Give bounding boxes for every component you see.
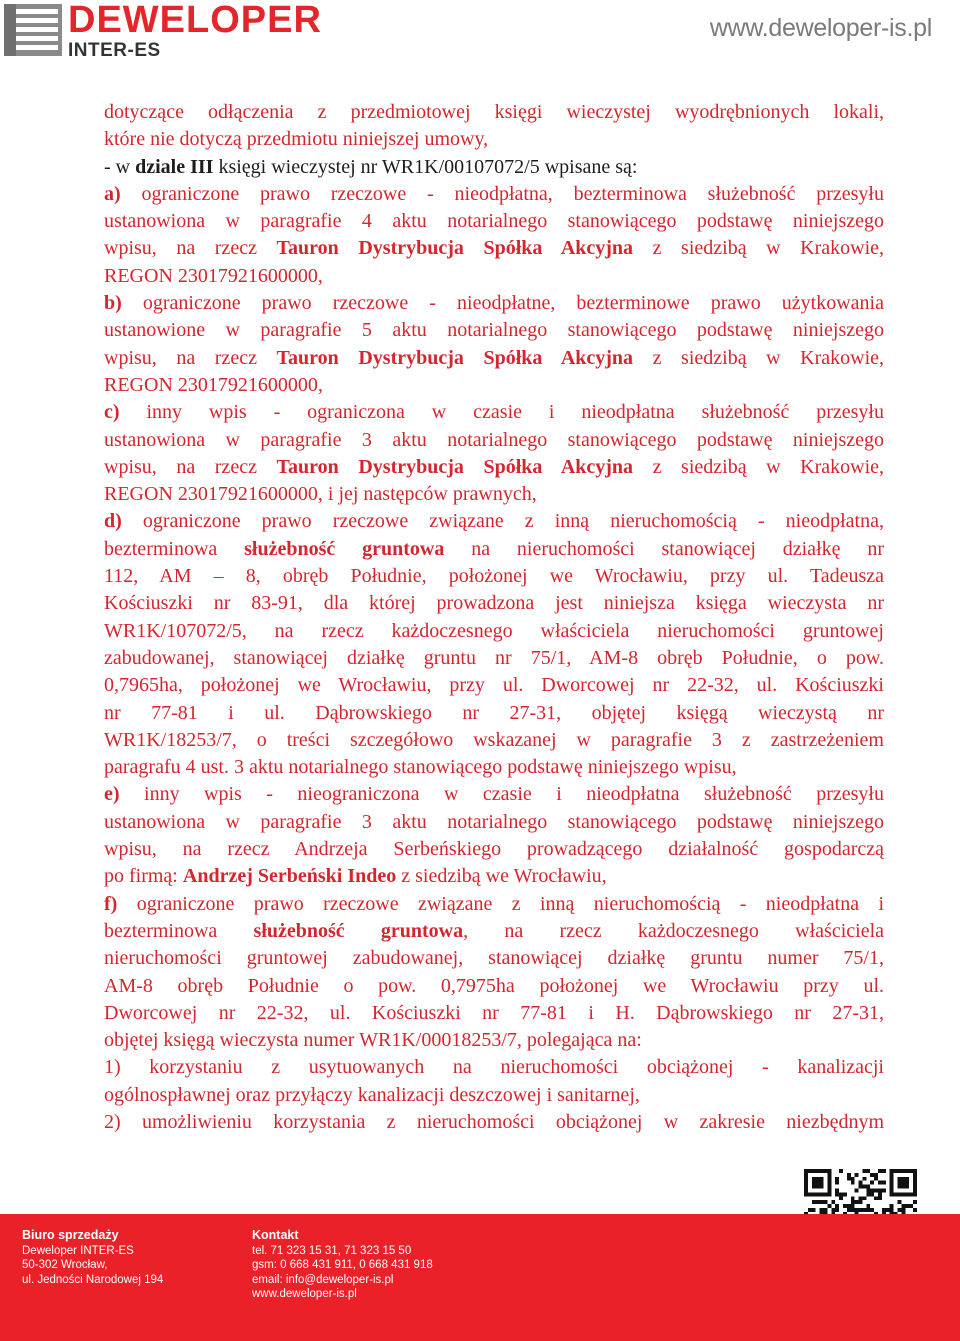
page-footer [0,1214,960,1341]
logo-subtitle: INTER-ES [68,40,161,61]
text-line [104,154,884,181]
text-segment: nieruchomości gruntowej zabudowanej, stanowiącej działkę gruntu numer 75/1, [104,947,884,970]
text-segment: wpisu, na rzecz [104,346,277,369]
bold-text: dziale III [135,155,214,178]
text-segment: inny wpis - ograniczona w czasie i nieodpłatna służebność przesyłu [119,401,884,424]
text-segment: księgi wieczystej nr WR1K/00107072/5 wpisane są: [213,155,638,178]
bold-text: Tauron Dystrybucja Spółka Akcyjna [276,346,634,369]
text-segment: które nie dotyczą przedmiotu niniejszej umowy, [104,128,489,151]
text-segment: wpisu, na rzecz [104,455,277,478]
text-segment: z siedzibą w Krakowie, [633,346,884,369]
contact-website[interactable]: www.deweloper-is.pl [252,1288,357,1300]
text-line [104,126,884,153]
text-line [104,891,884,918]
text-segment: Kościuszki nr 83-91, dla której prowadzona jest niniejsza księga wieczysta nr [104,592,884,615]
text-segment: - w [104,155,136,178]
sales-office-line: ul. Jedności Narodowej 194 [22,1273,164,1286]
text-line [104,945,884,972]
text-segment: na nieruchomości stanowiącej działkę nr [444,537,885,560]
sales-office-block [22,1228,163,1287]
text-line [104,427,884,454]
text-segment: REGON 23017921600000, [104,264,323,287]
text-line [104,99,884,126]
bold-text: d) [104,510,122,533]
company-logo [4,0,322,61]
contact-phone[interactable]: tel. 71 323 15 31, 71 323 15 50 [252,1244,412,1257]
text-line [104,481,884,508]
text-line [104,290,884,317]
text-line [104,235,884,262]
text-line [104,809,884,836]
text-line [104,563,884,590]
text-line [104,727,884,754]
text-segment: z siedzibą w Krakowie, [633,455,884,478]
text-line [104,1082,884,1109]
text-line [104,618,884,645]
contact-email[interactable]: email: info@deweloper-is.pl [252,1273,394,1286]
text-line [104,263,884,290]
text-segment: zabudowanej, stanowiącej działkę gruntu nr 75/1, AM-8 obręb Południe, o pow. [104,646,884,669]
text-segment: REGON 23017921600000, [104,373,323,396]
logo-wordmark: DEWELOPER [68,0,322,41]
text-segment: 112, AM – 8, obręb Południe, położonej we Wrocławiu, przy ul. Tadeusza [104,565,884,588]
bold-text: Andrzej Serbeński Indeo [182,865,397,888]
text-line [104,672,884,699]
bold-text: c) [104,401,120,424]
text-segment: objętej księgą wieczysta numer WR1K/00018253/7, polegająca na: [104,1029,642,1052]
text-line [104,973,884,1000]
text-segment: ograniczone prawo rzeczowe związane z inną nieruchomością - nieodpłatna i [117,892,884,915]
text-line [104,781,884,808]
text-segment: nr 77-81 i ul. Dąbrowskiego nr 27-31, objętej księgą wieczystą nr [104,701,884,724]
text-line [104,1027,884,1054]
text-segment: WR1K/107072/5, na rzecz każdoczesnego właściciela nieruchomości gruntowej [104,619,884,642]
bold-text: a) [104,182,121,205]
contact-gsm[interactable]: gsm: 0 668 431 911, 0 668 431 918 [252,1259,433,1271]
text-line [104,399,884,426]
text-segment: ustanowiona w paragrafie 3 aktu notarialnego stanowiącego podstawę niniejszego [104,428,884,451]
text-segment: wpisu, na rzecz Andrzeja Serbeńskiego prowadzącego działalność gospodarczą [104,838,884,861]
building-stripes-icon [4,4,62,56]
sales-office-heading: Biuro sprzedaży [22,1228,119,1242]
sales-office-line: Deweloper INTER-ES [22,1244,134,1257]
bold-text: e) [104,783,120,806]
text-segment: ustanowiona w paragrafie 4 aktu notarialnego stanowiącego podstawę niniejszego [104,210,884,233]
text-segment: dotyczące odłączenia z przedmiotowej księgi wieczystej wyodrębnionych lokali, [104,101,884,123]
text-line [104,1000,884,1027]
text-line [104,918,884,945]
text-segment: ograniczone prawo rzeczowe związane z inną nieruchomością - nieodpłatna, [121,510,884,533]
text-line [104,590,884,617]
text-segment: Dworcowej nr 22-32, ul. Kościuszki nr 77-81 i H. Dąbrowskiego nr 27-31, [104,1001,884,1024]
text-line [104,208,884,235]
text-line [104,863,884,890]
text-segment: 0,7965ha, położonej we Wrocławiu, przy ul. Dworcowej nr 22-32, ul. Kościuszki [104,674,884,697]
text-segment: 1) korzystaniu z usytuowanych na nieruchomości obciążonej - kanalizacji [104,1056,884,1079]
text-segment: ogólnospławnej oraz przyłączy kanalizacji deszczowej i sanitarnej, [104,1083,640,1106]
sales-office-line: 50-302 Wrocław, [22,1259,108,1271]
text-segment: z siedzibą we Wrocławiu, [396,865,607,888]
text-line [104,700,884,727]
text-segment: ustanowiona w paragrafie 3 aktu notarialnego stanowiącego podstawę niniejszego [104,810,884,833]
text-segment: ograniczone prawo rzeczowe - nieodpłatne, bezterminowe prawo użytkowania [121,292,884,315]
bold-text: Tauron Dystrybucja Spółka Akcyjna [276,455,634,478]
text-line [104,645,884,672]
bold-text: służebność gruntowa [244,537,445,560]
text-line [104,1054,884,1081]
text-segment: AM-8 obręb Południe o pow. 0,7975ha położonej we Wrocławiu przy ul. [104,974,884,997]
bold-text: f) [104,892,118,915]
contact-block [252,1228,433,1302]
text-line [104,181,884,208]
text-line [104,754,884,781]
bold-text: służebność gruntowa [253,919,464,942]
text-line [104,508,884,535]
text-segment: REGON 23017921600000, i jej następców prawnych, [104,483,537,506]
bold-text: b) [104,292,122,315]
text-line [104,454,884,481]
text-line [104,372,884,399]
text-line [104,317,884,344]
text-segment: z siedzibą w Krakowie, [633,237,884,260]
text-segment: bezterminowa [104,537,245,560]
document-body [104,99,884,1136]
text-line [104,345,884,372]
text-segment: ograniczone prawo rzeczowe - nieodpłatna, bezterminowa służebność przesyłu [120,182,884,205]
text-segment: WR1K/18253/7, o treści szczegółowo wskazanej w paragrafie 3 z zastrzeżeniem [104,728,884,751]
bold-text: Tauron Dystrybucja Spółka Akcyjna [276,237,634,260]
text-segment: bezterminowa [104,919,254,942]
text-segment: inny wpis - nieograniczona w czasie i nieodpłatna służebność przesyłu [119,783,884,806]
text-segment: , na rzecz każdoczesnego właściciela [463,919,885,942]
text-line [104,536,884,563]
text-line [104,836,884,863]
text-segment: 2) umożliwieniu korzystania z nieruchomości obciążonej w zakresie niezbędnym [104,1110,884,1133]
text-segment: paragrafu 4 ust. 3 aktu notarialnego stanowiącego podstawę niniejszego wpisu, [104,756,737,779]
text-segment: wpisu, na rzecz [104,237,277,260]
website-link[interactable]: www.deweloper-is.pl [709,14,932,42]
text-segment: po firmą: [104,865,183,888]
contact-heading: Kontakt [252,1228,299,1242]
text-line [104,1109,884,1136]
text-segment: ustanowione w paragrafie 5 aktu notarialnego stanowiącego podstawę niniejszego [104,319,884,342]
page-header [0,0,960,62]
